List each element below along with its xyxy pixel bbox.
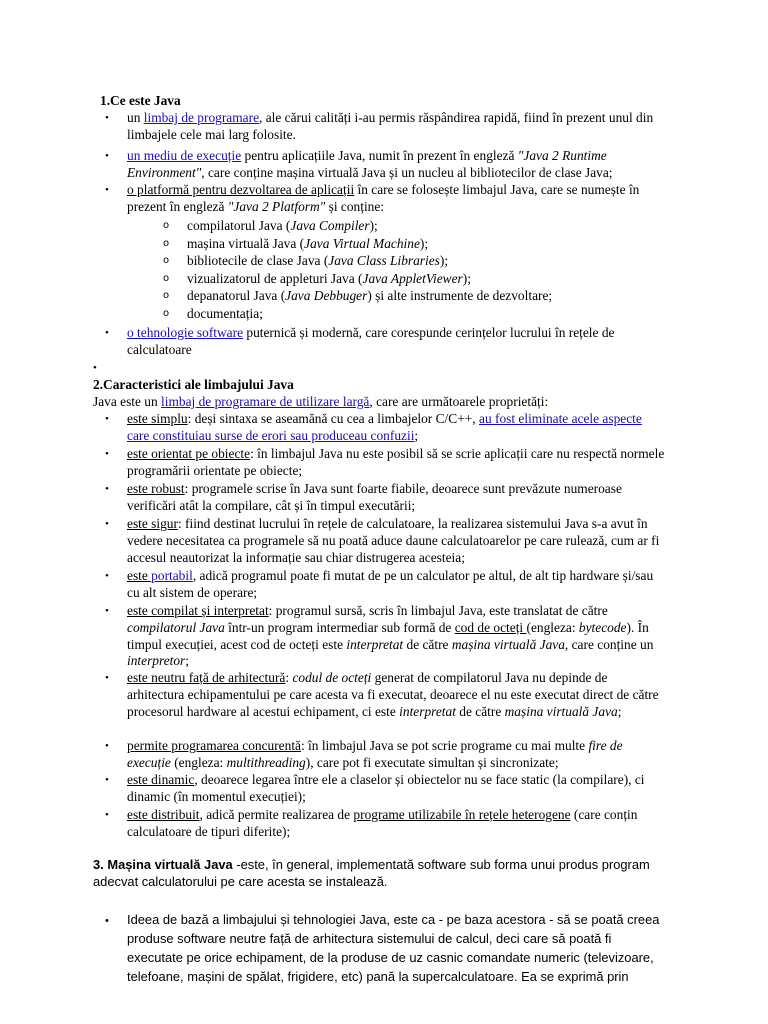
prop-dinamic: • este dinamic, deoarece legarea între ele a claselor și obiectelor nu se face static (la compilare), ci dinamic (în momentul execuției);: [105, 772, 645, 804]
s1-bullet-2: • un mediu de execuție pentru aplicațiile Java, numit în prezent în engleză "Java 2 Runtime Environment", care conține mașina virtuală Java și un nucleu al bibliotecilor de clase Java;: [105, 148, 613, 180]
sub-bullet: o: [163, 290, 170, 302]
link-aspecte-eliminate[interactable]: au fost eliminate acele aspecte care constituiau surse de erori sau produceau confuzii: [127, 411, 642, 443]
bullet-dot: •: [105, 740, 109, 752]
section-2-heading: 2.Caracteristici ale limbajului Java: [93, 377, 294, 392]
prop-programare-concurenta: • permite programarea concurentă: în limbajul Java se pot scrie programe cu mai multe fire de execuție (engleza: multithreading), care pot fi executate simultan și sincronizate;: [105, 738, 623, 770]
bullet-dot: •: [105, 774, 109, 786]
prop-compilat-interpretat: • este compilat și interpretat: programul sursă, scris în limbajul Java, este translatat de către compilatorul Java într-un program intermediar sub formă de cod de octeți (engleza: bytecode). În timpul execuției, acest cod de octeți este interpretat de către mașina virtuală Java, care conține un interpretor;: [105, 603, 654, 669]
prop-distribuit: • este distribuit, adică permite realizarea de programe utilizabile în rețele heterogene (care conțin calculatoare de tipuri diferite);: [105, 807, 638, 839]
bullet-dot: •: [93, 362, 97, 374]
sub-bullet: o: [163, 255, 170, 267]
sub-item: o depanatorul Java (Java Debbuger) și alte instrumente de dezvoltare;: [163, 288, 553, 304]
sub-item: o documentația;: [163, 305, 263, 321]
link-limbaj-utilizare-larga[interactable]: limbaj de programare de utilizare largă: [161, 394, 370, 409]
s1-bullet-1: • un limbaj de programare, ale cărui calități i-au permis răspândirea rapidă, fiind în prezent unul din limbajele cele mai larg folosite.: [105, 110, 654, 142]
bullet-dot: •: [105, 448, 109, 460]
bullet-dot: •: [105, 150, 109, 162]
bullet-dot: •: [105, 672, 109, 684]
prop-simplu: • este simplu: deși sintaxa se aseamănă cu cea a limbajelor C/C++, au fost eliminate acele aspecte care constituiau surse de erori sau produceau confuzii;: [105, 411, 642, 443]
s3-bullet-1: • Ideea de bază a limbajului și tehnologiei Java, este ca - pe baza acestora - să se poată creea produse software neutre față de arhitectura sistemului de calcul, deci care să poată fi executate pe orice echipament, de la produse de uz casnic comandate numeric (televizoare, telefoane, mașini de spălat, frigidere, etc) pană la supercalculatoare. Ea se exprimă prin: [105, 912, 660, 984]
sub-bullet: o: [163, 272, 170, 284]
bullet-dot: •: [105, 327, 109, 339]
bullet-dot: •: [105, 413, 109, 425]
section-3-paragraph: 3. Mașina virtuală Java -este, în general, implementată software sub forma unui produs program adecvat calculatorului pe care acesta se instalează.: [93, 857, 650, 889]
link-limbaj-de-programare[interactable]: limbaj de programare: [143, 110, 260, 125]
prop-sigur: • este sigur: fiind destinat lucrului în rețele de calculatoare, la realizarea sistemului Java s-a avut în vedere necesitatea ca programele să nu poată aduce daune calculatoarelor pe care rulează, cum ar fi accesul neautorizat la informație sau chiar distrugerea acesteia;: [105, 516, 660, 565]
bullet-dot: •: [105, 483, 109, 495]
sub-item: o vizualizatorul de appleturi Java (Java AppletViewer);: [163, 270, 471, 286]
prop-neutru-arhitectura: • este neutru față de arhitectură: codul de octeți generat de compilatorul Java nu depinde de arhitectura echipamentului pe care acesta va fi executat, deoarece el nu este executat direct de către procesorul hardware al acestui echipament, ci este interpretat de către mașina virtuală Java;: [105, 670, 659, 719]
s1-bullet-3: • o platformă pentru dezvoltarea de aplicații în care se folosește limbajul Java, care se numește în prezent în engleză "Java 2 Platform" și conține:: [105, 182, 640, 214]
sub-bullet: o: [163, 237, 170, 249]
s2-intro: Java este un limbaj de programare de utilizare largă, care are următoarele proprietăți:: [93, 394, 549, 409]
sub-item: o bibliotecile de clase Java (Java Class Libraries);: [163, 253, 449, 269]
sub-bullet: o: [163, 220, 170, 231]
bullet-dot: •: [105, 112, 109, 124]
bullet-dot: •: [105, 605, 109, 617]
bullet-dot: •: [105, 570, 109, 582]
bullet-dot: •: [105, 184, 109, 196]
bullet-dot: •: [105, 809, 109, 821]
link-portabil[interactable]: portabil: [151, 568, 193, 583]
bullet-dot: •: [105, 915, 109, 927]
bullet-dot: •: [105, 518, 109, 530]
s1-bullet-4: • o tehnologie software puternică și modernă, care corespunde cerințelor lucrului în rețele de calculatoare: [105, 325, 615, 357]
prop-portabil: • este portabil, adică programul poate fi mutat de pe un calculator pe altul, de alt tip hardware și/sau cu alt sistem de operare;: [105, 568, 654, 600]
section-1-heading: 1.Ce este Java: [100, 93, 181, 108]
sub-bullet: o: [163, 307, 170, 319]
link-mediu-de-executie[interactable]: un mediu de execuție: [127, 148, 242, 163]
prop-orientat-pe-obiecte: • este orientat pe obiecte: în limbajul Java nu este posibil să se scrie aplicații care nu respectă normele programării orientate pe obiecte;: [105, 446, 665, 478]
sub-item: o mașina virtuală Java (Java Virtual Machine);: [163, 235, 429, 251]
section-3-heading: 3. Mașina virtuală Java: [93, 857, 233, 872]
sub-item: o compilatorul Java (Java Compiler);: [163, 218, 378, 233]
s1-sublist: [163, 218, 643, 324]
prop-robust: • este robust: programele scrise în Java sunt foarte fiabile, deoarece sunt prevăzute numeroase verificări atât la compilare, cât și în timpul executării;: [105, 481, 622, 513]
link-tehnologie-software[interactable]: o tehnologie software: [127, 325, 244, 340]
